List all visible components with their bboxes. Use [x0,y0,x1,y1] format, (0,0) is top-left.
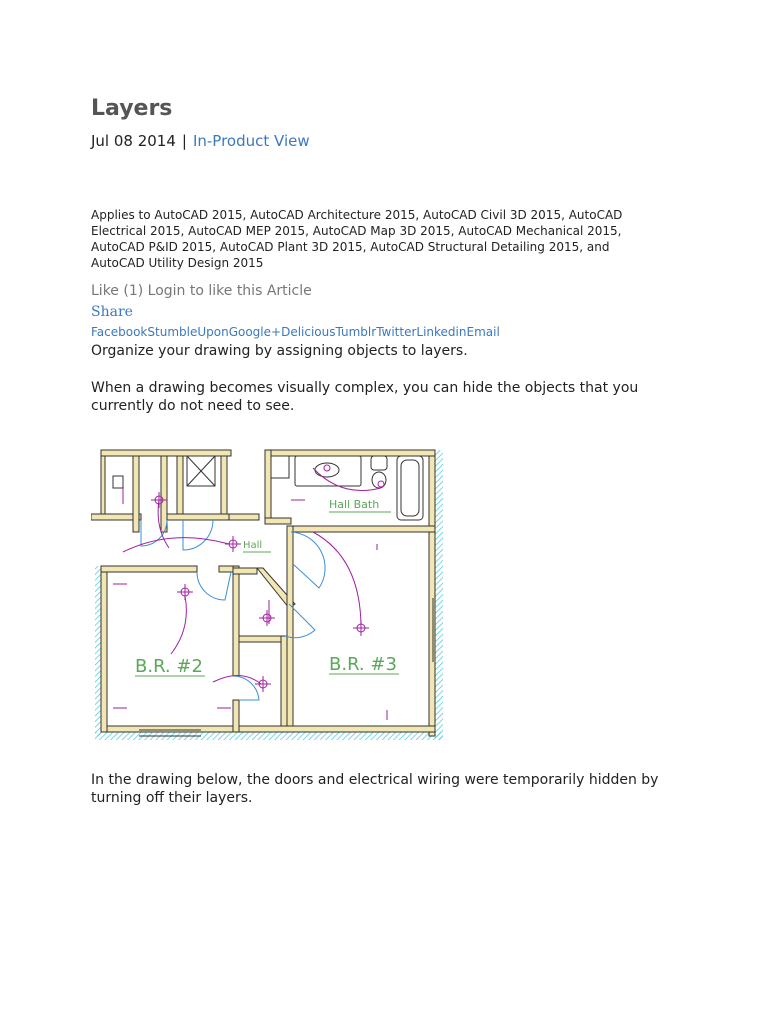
floorplan-drawing [91,448,447,744]
paragraph-intro: Organize your drawing by assigning objects to layers. [91,343,468,359]
social-link-delicious[interactable]: Delicious [281,325,336,339]
walls [91,450,435,736]
applies-to-text: Applies to AutoCAD 2015, AutoCAD Architecture 2015, AutoCAD Civil 3D 2015, AutoCAD Electrical 2015, AutoCAD MEP 2015, AutoCAD Map 3D 2015, AutoCAD Mechanical 2015, AutoCAD P&ID 2015, AutoCAD Plant 3D 2015, AutoCAD Structural Detailing 2015, and AutoCAD Utility Design 2015 [91,208,623,270]
publish-date: Jul 08 2014 [91,132,176,150]
page-title: Layers [91,96,173,121]
label-underlines [135,512,399,676]
social-link-twitter[interactable]: Twitter [376,325,417,339]
in-product-view-link[interactable]: In-Product View [192,132,310,150]
social-link-facebook[interactable]: Facebook [91,325,148,339]
meta-separator: | [181,132,187,150]
label-br3: B.R. #3 [329,654,397,675]
floorplan-figure [91,448,447,744]
like-text[interactable]: Like (1) Login to like this Article [91,283,312,299]
paragraph-hidden-layers: In the drawing below, the doors and electrical wiring were temporarily hidden by turning off their layers. [91,772,659,806]
label-br2: B.R. #2 [135,656,203,677]
label-hall: Hall [243,540,263,551]
social-link-tumblr[interactable]: Tumblr [335,325,377,339]
article-meta [91,131,310,151]
social-link-stumbleupon[interactable]: StumbleUpon [147,325,229,339]
social-links [91,324,500,340]
share-label[interactable]: Share [91,304,133,320]
social-link-linkedin[interactable]: Linkedin [416,325,467,339]
social-link-email[interactable]: Email [466,325,500,339]
label-hall-bath: Hall Bath [329,498,380,511]
paragraph-visibility: When a drawing becomes visually complex, you can hide the objects that you currently do not need to see. [91,380,639,414]
social-link-google-plus[interactable]: Google+ [228,325,282,339]
